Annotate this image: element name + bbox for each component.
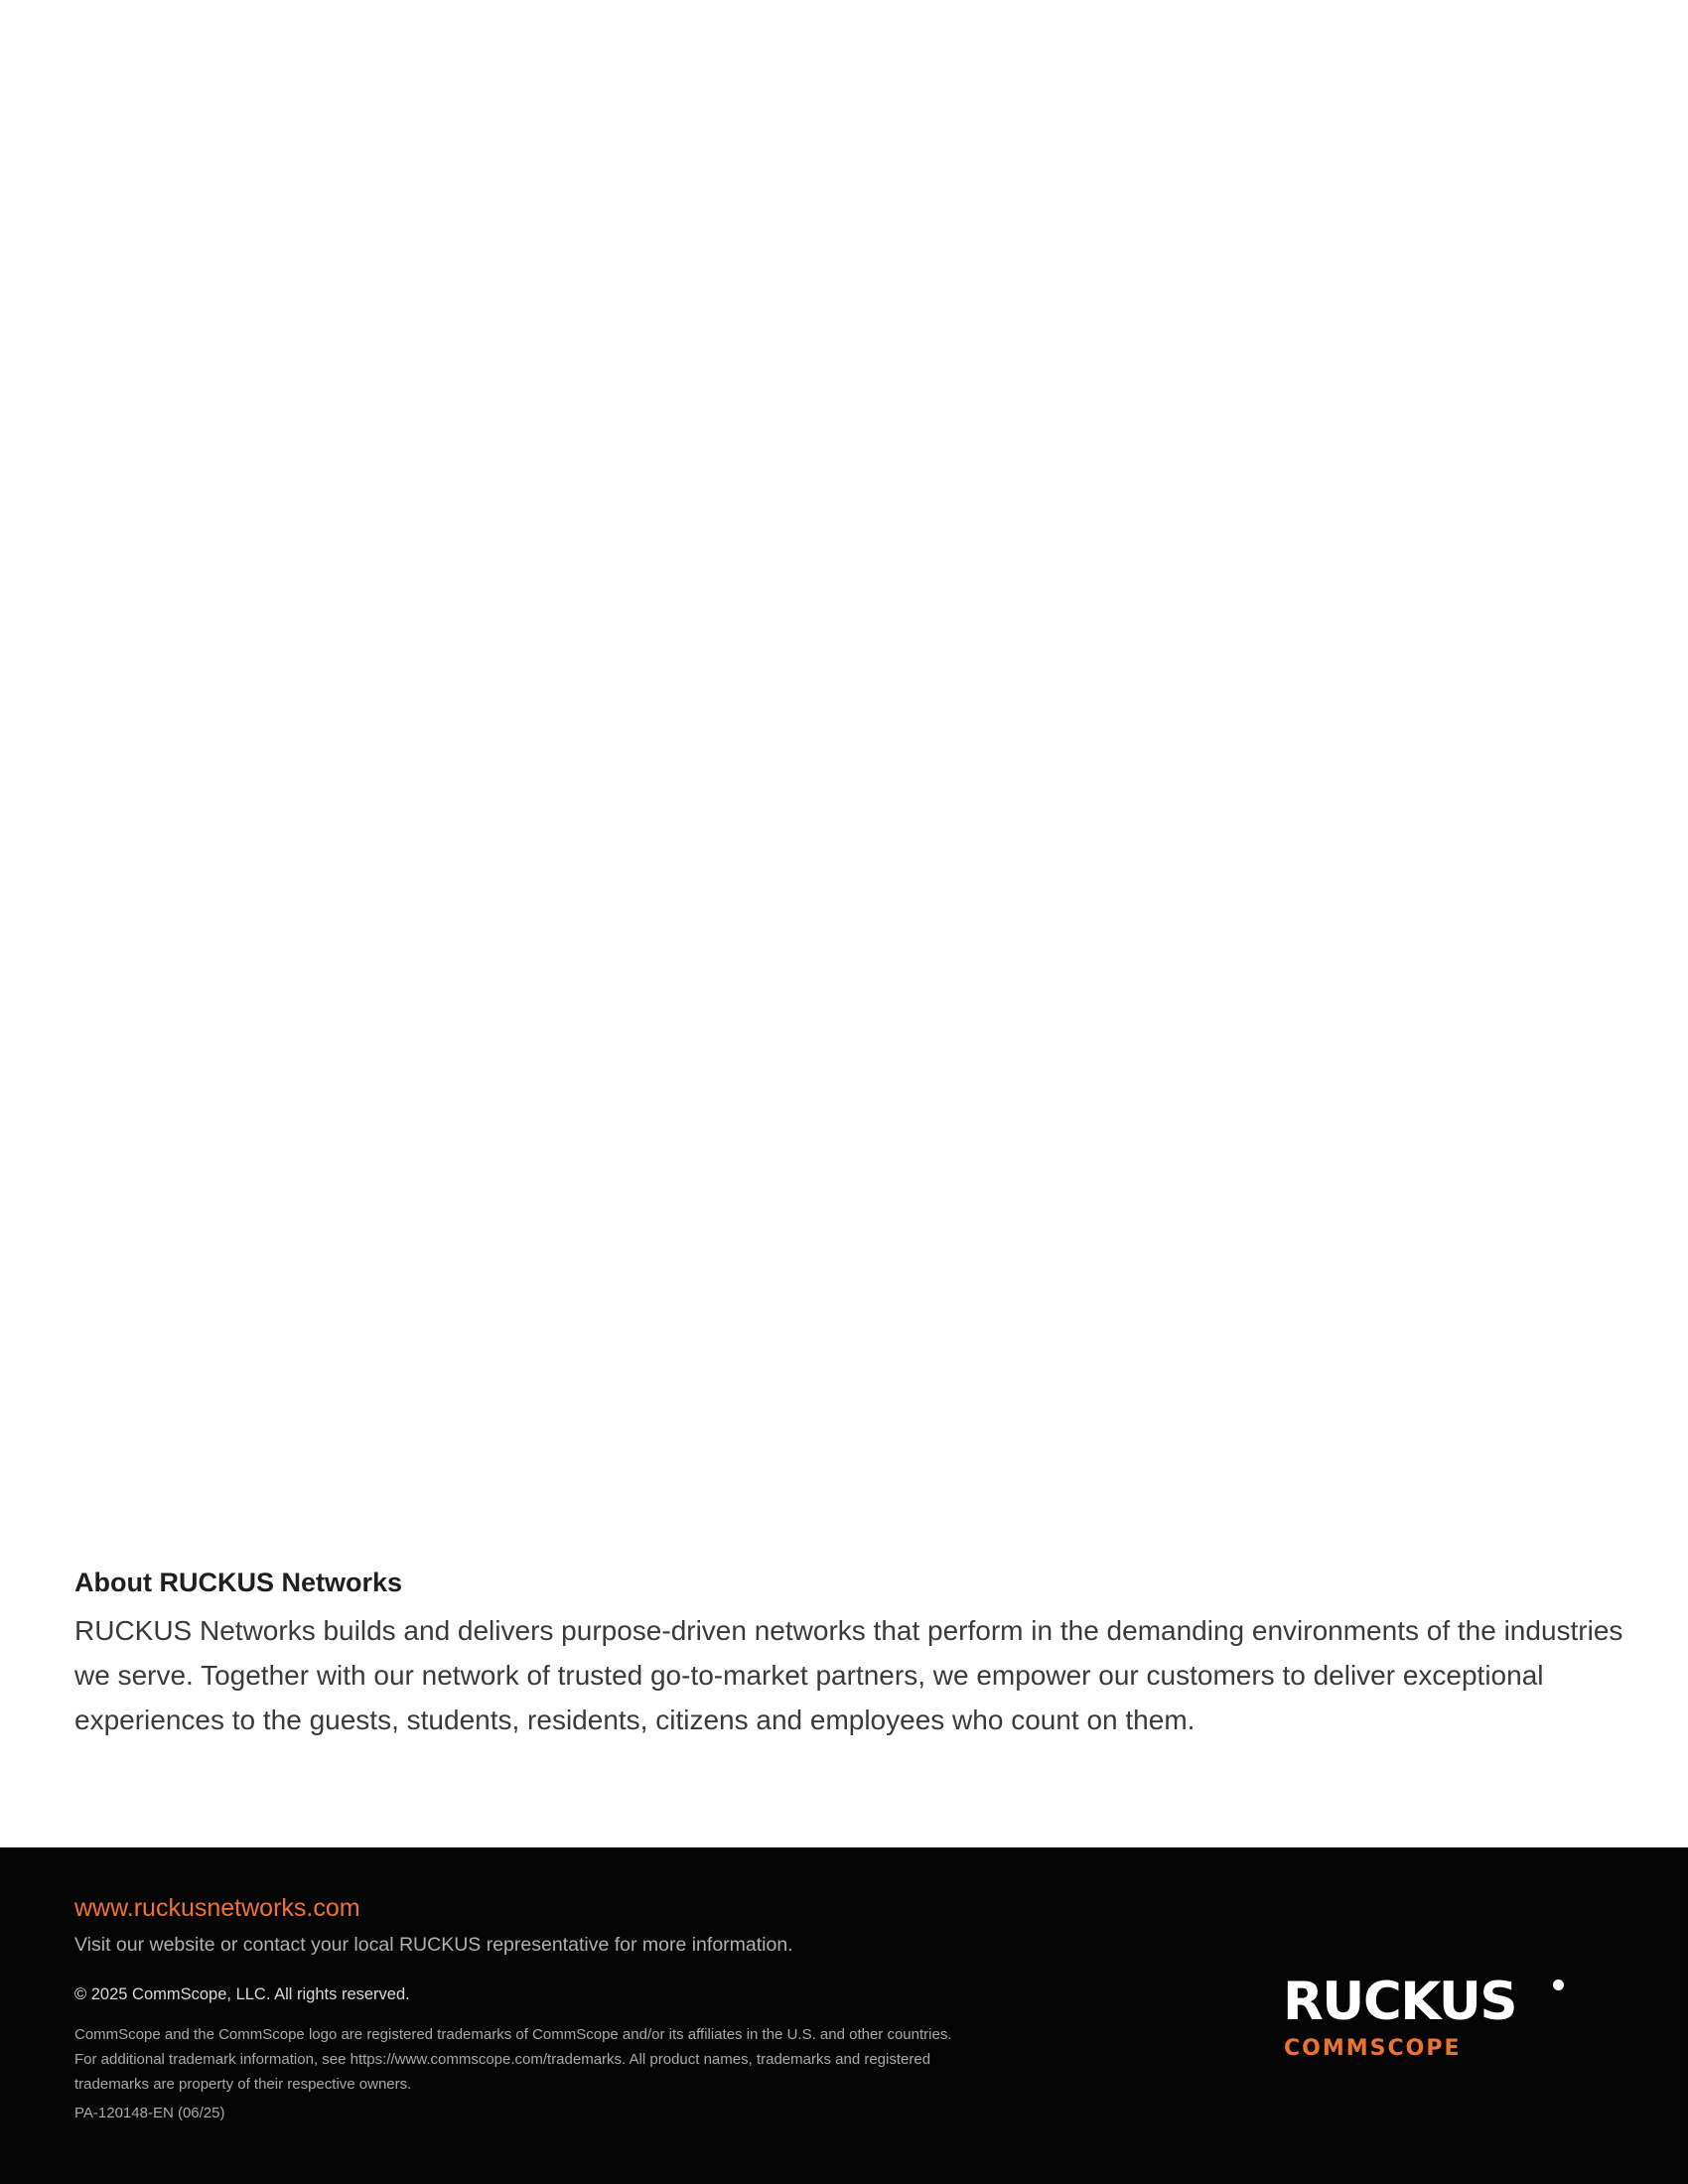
trademark-line: trademarks are property of their respective owners. xyxy=(74,2076,412,2093)
ruckus-commscope-logo xyxy=(1283,1972,1517,2073)
about-heading: About RUCKUS Networks xyxy=(74,1568,403,1597)
trademark-line: CommScope and the CommScope logo are registered trademarks of CommScope and/or its affiliates in the U.S. and other countries. xyxy=(74,2026,952,2043)
about-body: RUCKUS Networks builds and delivers purpose-driven networks that perform in the demanding environments of the industries we serve. Together with our network of trusted go-to-market partners, we empower our customers to deliver exceptional experiences to the guests, students, residents, citizens and employees who count on them. xyxy=(74,1615,1623,1735)
trademark-notice xyxy=(74,2022,1097,2097)
website-link[interactable]: www.ruckusnetworks.com xyxy=(74,1894,360,1922)
logo-subbrand: COMMSCOPE xyxy=(1284,2036,1462,2061)
footer xyxy=(0,1847,1688,2184)
visit-text: Visit our website or contact your local RUCKUS representative for more information. xyxy=(74,1934,793,1956)
copyright-text: © 2025 CommScope, LLC. All rights reserved. xyxy=(74,1985,410,2003)
about-section xyxy=(74,1565,1623,1742)
logo-wordmark: RUCKUS xyxy=(1283,1972,1517,2032)
registered-mark-icon xyxy=(1553,1979,1564,1990)
document-id: PA-120148-EN (06/25) xyxy=(74,2105,225,2121)
trademark-line: For additional trademark information, see https://www.commscope.com/trademarks. All product names, trademarks and registered xyxy=(74,2051,931,2068)
